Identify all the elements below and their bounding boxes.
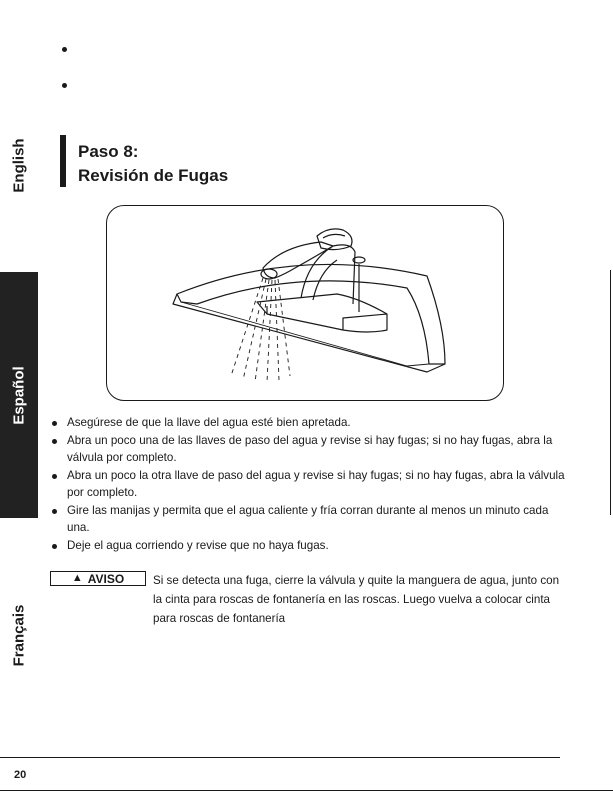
leak-check-steps [50, 414, 570, 554]
faucet-leak-check-illustration [106, 205, 504, 401]
footer-divider [0, 757, 560, 758]
margin-line [610, 270, 611, 515]
tab-francais[interactable] [0, 580, 38, 690]
warning-text: Si se detecta una fuga, cierre la válvula y quite la manguera de agua, junto con la cinta para roscas de fontanería en las roscas. Luego vuelva a colocar cinta para roscas de fontanería [153, 574, 560, 625]
list-item: Asegúrese de que la llave del agua esté bien apretada. [50, 414, 570, 432]
step-title: Revisión de Fugas [78, 166, 229, 185]
list-item: Abra un poco una de las llaves de paso del agua y revise si hay fugas; si no hay fugas, abra la válvula por completo. [50, 432, 570, 467]
empty-bullet [62, 83, 67, 88]
list-item: Gire las manijas y permita que el agua caliente y fría corran durante al menos un minuto cada una. [50, 502, 570, 537]
tab-francais-label: Français [10, 604, 28, 666]
empty-bullet [62, 47, 67, 52]
tab-english[interactable] [0, 110, 38, 220]
tab-espanol-label: Español [10, 365, 28, 425]
list-item: Abra un poco la otra llave de paso del agua y revise si hay fugas; si no hay fugas, abra la válvula por completo. [50, 467, 570, 502]
page-bottom-edge [0, 790, 613, 791]
tab-espanol[interactable] [0, 272, 38, 518]
warning-label: AVISO [87, 571, 125, 586]
heading-accent-bar [60, 135, 66, 187]
step-number: Paso 8: [78, 142, 139, 161]
faucet-illustration-graphic [107, 206, 505, 402]
warning-triangle-icon: ▲ [71, 572, 83, 584]
warning-badge [50, 571, 146, 586]
list-item: Deje el agua corriendo y revise que no haya fugas. [50, 537, 570, 555]
tab-english-label: English [10, 137, 28, 193]
step-heading [78, 140, 228, 188]
page-number: 20 [14, 769, 27, 781]
